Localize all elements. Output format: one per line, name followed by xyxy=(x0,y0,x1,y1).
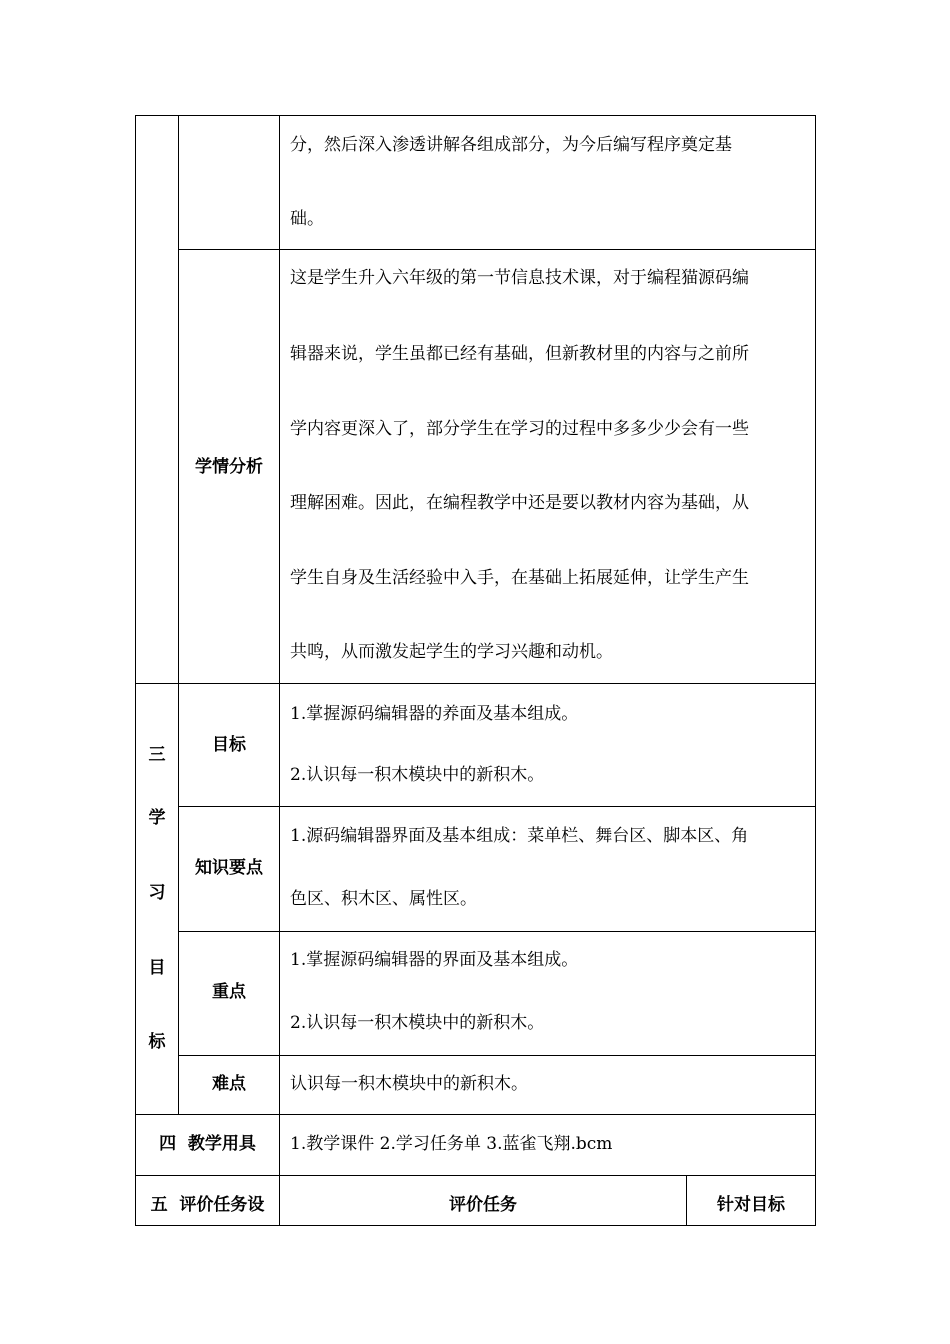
row-divider xyxy=(178,931,816,932)
xueqing-line-5: 学生自身及生活经验中入手，在基础上拓展延伸，让学生产生 xyxy=(290,568,749,588)
nandian-line-1: 认识每一积木模块中的新积木。 xyxy=(290,1074,528,1094)
section3-label-char-4: 目 xyxy=(148,958,166,978)
xueqing-line-3: 学内容更深入了，部分学生在学习的过程中多多少少会有一些 xyxy=(290,419,749,439)
row-divider xyxy=(135,1175,816,1176)
row-divider xyxy=(135,683,816,684)
row-divider xyxy=(178,249,816,250)
mubiao-line-2: 2.认识每一积木模块中的新积木。 xyxy=(290,765,545,785)
section5-col-eval-task: 评价任务 xyxy=(449,1195,517,1215)
xueqing-line-1: 这是学生升入六年级的第一节信息技术课，对于编程猫源码编 xyxy=(290,268,749,288)
zhishi-line-2: 色区、积木区、属性区。 xyxy=(290,889,477,909)
section3-label-char-5: 标 xyxy=(148,1032,166,1052)
section4-label: 四 教学用具 xyxy=(159,1134,256,1154)
col-divider xyxy=(178,115,179,1115)
zhishi-line-1: 1.源码编辑器界面及基本组成：菜单栏、舞台区、脚本区、角 xyxy=(290,826,749,846)
xueqing-line-4: 理解困难。因此，在编程教学中还是要以教材内容为基础，从 xyxy=(290,493,749,513)
xueqing-line-2: 辑器来说，学生虽都已经有基础，但新教材里的内容与之前所 xyxy=(290,344,749,364)
row-divider xyxy=(135,1114,816,1115)
top-text-line-1: 分，然后深入渗透讲解各组成部分，为今后编写程序奠定基 xyxy=(290,135,732,155)
row-divider xyxy=(178,806,816,807)
mubiao-label: 目标 xyxy=(212,735,246,755)
section5-label: 五 评价任务设 xyxy=(150,1195,265,1215)
table-border-right xyxy=(815,115,816,1226)
nandian-label: 难点 xyxy=(212,1074,246,1094)
xueqing-label: 学情分析 xyxy=(195,457,263,477)
zhongdian-line-1: 1.掌握源码编辑器的界面及基本组成。 xyxy=(290,950,579,970)
section3-label-char-2: 学 xyxy=(148,808,166,828)
section3-label-char-3: 习 xyxy=(148,883,166,903)
table-border-bottom xyxy=(135,1225,816,1226)
row-divider xyxy=(178,1055,816,1056)
zhongdian-line-2: 2.认识每一积木模块中的新积木。 xyxy=(290,1013,545,1033)
col-divider xyxy=(279,115,280,1226)
table-border-top xyxy=(135,115,816,116)
xueqing-line-6: 共鸣，从而激发起学生的学习兴趣和动机。 xyxy=(290,642,613,662)
table-border-left xyxy=(135,115,136,1226)
section4-text: 1.教学课件 2.学习任务单 3.蓝雀飞翔.bcm xyxy=(290,1134,613,1154)
mubiao-line-1: 1.掌握源码编辑器的养面及基本组成。 xyxy=(290,704,579,724)
zhongdian-label: 重点 xyxy=(212,982,246,1002)
section3-label-char-1: 三 xyxy=(148,745,166,765)
top-text-line-2: 础。 xyxy=(290,209,324,229)
section5-col-target: 针对目标 xyxy=(717,1195,785,1215)
zhishi-label: 知识要点 xyxy=(195,858,263,878)
